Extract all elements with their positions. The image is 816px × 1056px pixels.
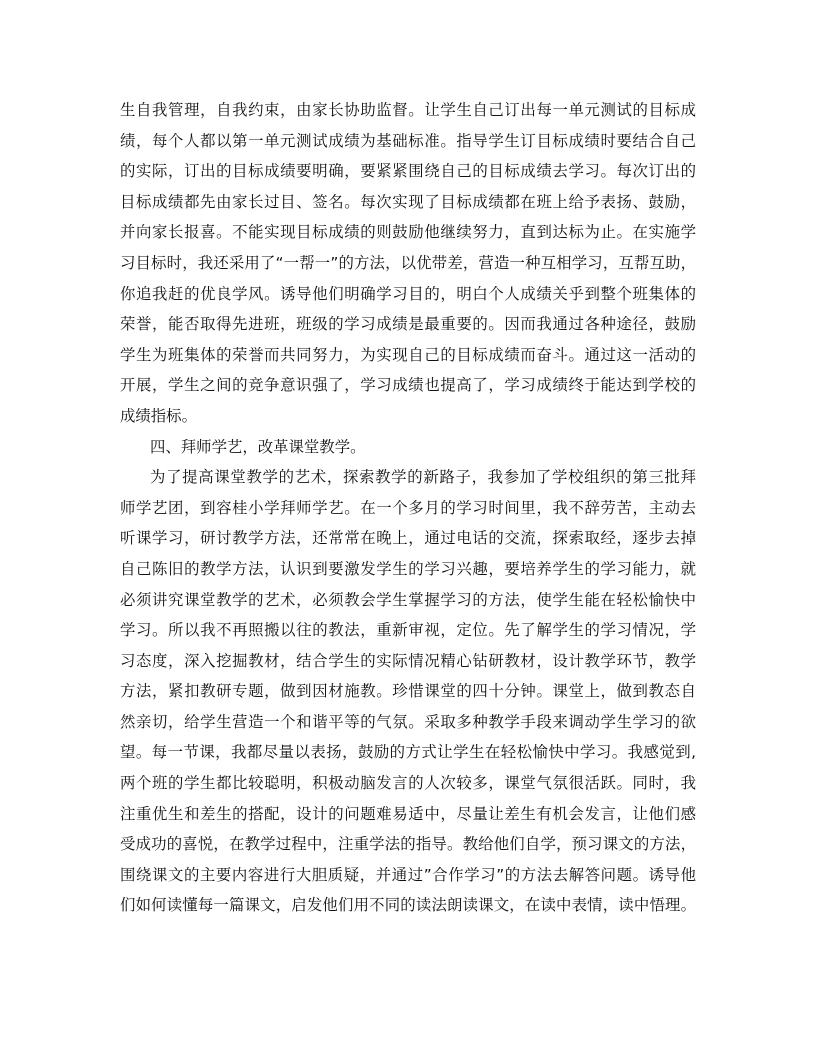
- text-line: 注重优生和差生的搭配，设计的问题难易适中，尽量让差生有机会发言，让他们感: [120, 804, 696, 823]
- text-line: 方法，紧扣教研专题，做到因材施教。珍惜课堂的四十分钟。课堂上，做到教态自: [120, 682, 696, 701]
- text-line: 生自我管理，自我约束，由家长协助监督。让学生自己订出每一单元测试的目标成: [120, 101, 696, 119]
- document-body: [120, 95, 696, 921]
- text-line: 的实际，订出的目标成绩要明确，要紧紧围绕自己的目标成绩去学习。每次订出的: [120, 162, 696, 181]
- section-heading-4: [120, 432, 696, 463]
- text-line: 必须讲究课堂教学的艺术，必须教会学生掌握学习的方法，使学生能在轻松愉快中: [120, 590, 696, 609]
- text-line: 自己陈旧的教学方法，认识到要激发学生的学习兴趣，要培养学生的学习能力，就: [120, 559, 696, 578]
- section-heading-text: 四、拜师学艺，改革课堂教学。: [150, 437, 366, 456]
- text-line: 为了提高课堂教学的艺术，探索教学的新路子，我参加了学校组织的第三批拜: [150, 468, 696, 487]
- text-line: 围绕课文的主要内容进行大胆质疑，并通过”合作学习”的方法去解答问题。诱导他: [120, 865, 696, 884]
- paragraph-goal-setting: [120, 95, 696, 432]
- text-line: 师学艺团，到容桂小学拜师学艺。在一个多月的学习时间里，我不辞劳苦，主动去: [120, 498, 696, 517]
- paragraph-classroom-reform: [120, 462, 696, 921]
- text-line: 学习。所以我不再照搬以往的教法，重新审视，定位。先了解学生的学习情况，学: [120, 621, 696, 640]
- text-line: 成绩指标。: [120, 406, 197, 425]
- text-line: 目标成绩都先由家长过目、签名。每次实现了目标成绩都在班上给予表扬、鼓励，: [120, 192, 696, 211]
- text-line: 们如何读懂每一篇课文，启发他们用不同的读法朗读课文，在读中表情，读中悟理。: [120, 896, 696, 915]
- text-line: 你追我赶的优良学风。诱导他们明确学习目的，明白个人成绩关乎到整个班集体的: [120, 284, 696, 303]
- text-line: 荣誉，能否取得先进班，班级的学习成绩是最重要的。因而我通过各种途径，鼓励: [120, 315, 696, 334]
- text-line: 听课学习，研讨教学方法，还常常在晚上，通过电话的交流，探索取经，逐步去掉: [120, 529, 696, 548]
- text-line: 开展，学生之间的竞争意识强了，学习成绩也提高了，学习成绩终于能达到学校的: [120, 376, 696, 395]
- text-line: 学生为班集体的荣誉而共同努力，为实现自己的目标成绩而奋斗。通过这一活动的: [120, 345, 696, 364]
- text-line: 然亲切，给学生营造一个和谐平等的气氛。采取多种教学手段来调动学生学习的欲: [120, 712, 696, 731]
- text-line: 两个班的学生都比较聪明，积极动脑发言的人次较多，课堂气氛很活跃。同时，我: [120, 774, 696, 793]
- text-line: 受成功的喜悦，在教学过程中，注重学法的指导。教给他们自学，预习课文的方法，: [120, 835, 696, 854]
- text-line: 绩，每个人都以第一单元测试成绩为基础标准。指导学生订目标成绩时要结合自己: [120, 131, 696, 150]
- text-line: 习态度，深入挖掘教材，结合学生的实际情况精心钻研教材，设计教学环节，教学: [120, 651, 696, 670]
- text-line: 并向家长报喜。不能实现目标成绩的则鼓励他继续努力，直到达标为止。在实施学: [120, 223, 696, 242]
- text-line: 习目标时，我还采用了“一帮一”的方法，以优带差，营造一种互相学习，互帮互助，: [120, 253, 696, 272]
- text-line: 望。每一节课，我都尽量以表扬，鼓励的方式让学生在轻松愉快中学习。我感觉到,: [120, 743, 696, 762]
